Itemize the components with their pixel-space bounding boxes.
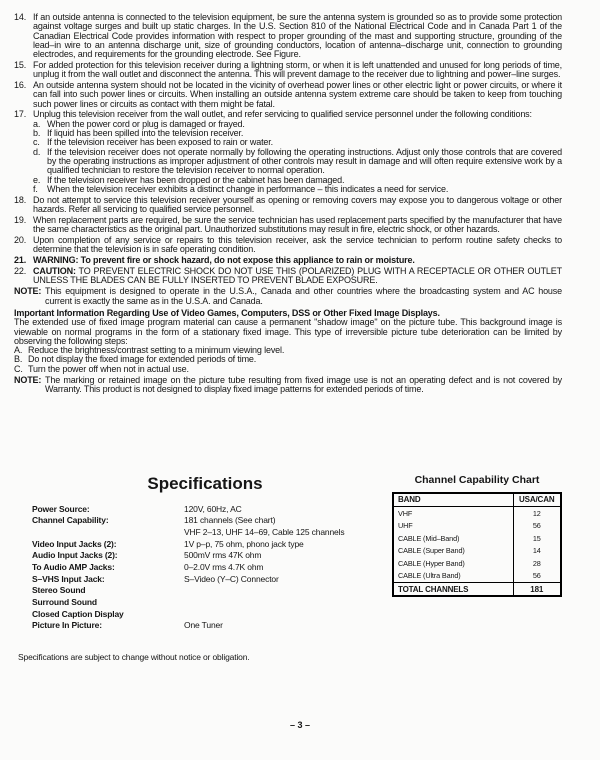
total-label: TOTAL CHANNELS <box>393 583 513 597</box>
item-number: 17. <box>14 109 27 120</box>
step-text: Reduce the brightness/contrast setting to a minimum viewing level. <box>28 345 285 356</box>
item-text <box>33 110 562 194</box>
sub-item-letter: f. <box>33 183 38 194</box>
spec-row <box>32 563 378 573</box>
spec-value <box>184 598 378 608</box>
important-body: The extended use of fixed image program material can cause a permanent "shadow image" on the picture tube. This background image is viewable on normal programs in the form of a stationary fixed image. This type of irreversible picture tube deterioration can be limited by observing the following steps: <box>14 317 562 346</box>
note-text: This equipment is designed to operate in the U.S.A., Canada and other countries where the broadcasting system and AC house current is exactly the same as in the U.S.A. and Canada. <box>45 286 562 306</box>
item-number: 15. <box>14 59 27 70</box>
item-intro: Unplug this television receiver from the wall outlet, and refer servicing to qualified service personnel under the following conditions: <box>33 109 532 120</box>
note-retained-image <box>14 376 562 395</box>
note-label: NOTE: <box>14 374 42 385</box>
item-text: When replacement parts are required, be sure the service technician has used replacement parts specified by the manufacturer that have the same characteristics as the original part. Unauthorized substitutions may result in fire, electric shock, or other hazards. <box>33 214 562 235</box>
spec-value: VHF 2–13, UHF 14–69, Cable 125 channels <box>184 526 345 537</box>
spec-value: S–Video (Y–C) Connector <box>184 573 279 584</box>
table-row <box>393 545 561 558</box>
header-usa-can: USA/CAN <box>513 493 561 507</box>
caution-label: CAUTION: <box>33 265 76 276</box>
table-row <box>393 507 561 520</box>
spec-row <box>32 598 378 608</box>
item-text: If an outside antenna is connected to the television equipment, be sure the antenna system is grounded so as to provide some protection against voltage surges and built up static charges. In the U.S. Section 810 of the National Electrical Code and in Canada Part 1 of the Canadian Electrical Code provides information with respect to proper grounding of the mast and supporting structure, grounding of the lead–in wire to an antenna discharge unit, size of grounding conductors, location of antenna–discharge unit, connection to grounding electrodes, and requirements for the grounding electrode. See Figure. <box>33 12 562 60</box>
sub-item-text: If the television receiver does not operate normally by following the operating instructions. Adjust only those controls that are covered by the operating instructions as improper adjustment of other controls may result in damage and will often require extensive work by a qualified technician to restore the television receiver to normal operation. <box>47 146 562 176</box>
band-cell: CABLE (Ultra Band) <box>398 571 461 581</box>
list-item-18 <box>14 196 562 215</box>
spec-label: Channel Capability: <box>32 515 109 526</box>
specifications-footnote: Specifications are subject to change without notice or obligation. <box>18 652 250 663</box>
spec-row <box>32 505 378 515</box>
page-number: – 3 – <box>289 719 311 730</box>
spec-label: Picture In Picture: <box>32 620 102 631</box>
sub-item-text: When the power cord or plug is damaged or frayed. <box>47 118 245 129</box>
spec-value <box>184 610 378 620</box>
band-cell: UHF <box>398 521 413 531</box>
specifications-section <box>14 475 562 634</box>
band-cell: CABLE (Mid–Band) <box>398 533 460 543</box>
list-item-16 <box>14 81 562 109</box>
count-cell: 28 <box>513 557 561 570</box>
spec-row <box>32 551 378 561</box>
band-cell: CABLE (Super Band) <box>398 546 465 556</box>
item-number: 18. <box>14 194 27 205</box>
table-row <box>393 557 561 570</box>
sub-item-letter: d. <box>33 146 41 157</box>
list-item-19 <box>14 216 562 235</box>
table-row <box>393 532 561 545</box>
spec-row <box>32 610 378 620</box>
safety-list <box>14 13 562 285</box>
channel-chart-title: Channel Capability Chart <box>414 473 540 486</box>
spec-value <box>184 586 378 596</box>
table-header <box>393 493 561 507</box>
important-heading: Important Information Regarding Use of Video Games, Computers, DSS or Other Fixed Image Displays. <box>14 307 440 318</box>
step-text: Do not display the fixed image for extended periods of time. <box>28 354 257 365</box>
channel-capability-table <box>392 492 562 598</box>
note-label: NOTE: <box>14 286 42 297</box>
item-text: An outside antenna system should not be located in the vicinity of overhead power lines or other electric light or power circuits, or where it can fall into such power lines or circuits. When installing an outside antenna system extreme care should be taken to keep from touching such power lines or circuits as contact with them might be fatal. <box>33 80 562 109</box>
item-text: Do not attempt to service this television receiver yourself as opening or removing covers may expose you to dangerous voltage or other hazards. Refer all servicing to qualified service personnel. <box>33 194 562 214</box>
item-number: 14. <box>14 12 27 22</box>
count-cell: 56 <box>513 570 561 583</box>
spec-label: Closed Caption Display <box>32 608 124 619</box>
item-text: Upon completion of any service or repairs to this television receiver, ask the service technician to perform routine safety checks to determine that the television is in safe operating condition. <box>33 234 562 255</box>
spec-value: 0–2.0V rms 4.7K ohm <box>184 562 264 573</box>
sub-item-text: If the television receiver has been dropped or the cabinet has been damaged. <box>47 174 345 185</box>
header-band: BAND <box>393 493 513 507</box>
list-item-21-warning <box>14 256 562 265</box>
sub-item <box>33 185 562 194</box>
step-letter: A. <box>14 345 23 356</box>
count-cell: 12 <box>513 507 561 520</box>
list-item-17 <box>14 110 562 194</box>
specifications-title: Specifications <box>147 473 263 493</box>
item-number: 19. <box>14 214 27 225</box>
step-list <box>14 346 562 374</box>
table-body <box>393 507 561 583</box>
step-letter: B. <box>14 354 23 365</box>
sub-item-letter: a. <box>33 118 41 129</box>
step-item <box>14 365 562 374</box>
item-text <box>33 267 562 286</box>
spec-label: To Audio AMP Jacks: <box>32 562 115 573</box>
channel-chart-column <box>392 475 562 634</box>
spec-label: Audio Input Jacks (2): <box>32 550 118 561</box>
step-letter: C. <box>14 363 23 374</box>
table-row <box>393 520 561 533</box>
band-cell: VHF <box>398 508 413 518</box>
count-cell: 14 <box>513 545 561 558</box>
spec-row <box>32 575 378 585</box>
spec-label: Stereo Sound <box>32 585 86 596</box>
table-row <box>393 570 561 583</box>
spec-value: 1V p–p, 75 ohm, phono jack type <box>184 538 304 549</box>
spec-label: S–VHS Input Jack: <box>32 573 105 584</box>
sub-item-text: If the television receiver has been exposed to rain or water. <box>47 137 273 148</box>
band-cell: CABLE (Hyper Band) <box>398 558 465 568</box>
item-number: 20. <box>14 234 27 245</box>
total-row <box>393 583 561 597</box>
spec-label <box>32 528 184 538</box>
spec-row <box>32 540 378 550</box>
spec-value: 181 channels (See chart) <box>184 515 276 526</box>
spec-value: One Tuner <box>184 620 223 631</box>
count-cell: 15 <box>513 532 561 545</box>
sub-item-letter: c. <box>33 137 40 148</box>
sub-item <box>33 148 562 176</box>
spec-label: Power Source: <box>32 503 90 514</box>
note-text: The marking or retained image on the picture tube resulting from fixed image use is not an operating defect and is not covered by Warranty. This product is not designed to display fixed image patterns for extended periods of time. <box>45 374 562 395</box>
total-value: 181 <box>513 583 561 597</box>
spec-row <box>32 528 378 538</box>
specifications-list <box>32 505 378 631</box>
list-item-22-caution <box>14 267 562 286</box>
note-broadcast-system <box>14 287 562 306</box>
item-number: 22. <box>14 265 27 276</box>
item-text: WARNING: To prevent fire or shock hazard, do not expose this appliance to rain or moisture. <box>33 254 415 265</box>
spec-label: Surround Sound <box>32 597 97 608</box>
sub-item-text: If liquid has been spilled into the television receiver. <box>47 128 244 139</box>
sub-item-text: When the television receiver exhibits a distinct change in performance – this indicates a need for service. <box>47 183 449 194</box>
count-cell: 56 <box>513 520 561 533</box>
sub-item-letter: b. <box>33 128 41 139</box>
list-item-14 <box>14 13 562 59</box>
list-item-15 <box>14 61 562 80</box>
caution-text: TO PREVENT ELECTRIC SHOCK DO NOT USE THIS (POLARIZED) PLUG WITH A RECEPTACLE OR OTHER OUTLET UNLESS THE BLADES CAN BE FULLY INSERTED TO PREVENT BLADE EXPOSURE. <box>33 265 562 286</box>
list-item-20 <box>14 236 562 255</box>
spec-value: 120V, 60Hz, AC <box>184 503 242 514</box>
item-text: For added protection for this television receiver during a lightning storm, or when it is left unattended and unused for long periods of time, unplug it from the wall outlet and disconnect the antenna. This will prevent damage to the receiver due to lightning and power–line surges. <box>33 59 562 80</box>
spec-row <box>32 516 378 526</box>
sub-item-list <box>33 120 562 194</box>
item-number: 21. <box>14 254 27 265</box>
spec-row <box>32 621 378 631</box>
spec-value: 500mV rms 47K ohm <box>184 550 262 561</box>
spec-row <box>32 586 378 596</box>
sub-item-letter: e. <box>33 174 41 185</box>
spec-label: Video Input Jacks (2): <box>32 538 117 549</box>
step-text: Turn the power off when not in actual use. <box>28 363 189 374</box>
specifications-column <box>14 475 392 634</box>
item-number: 16. <box>14 80 27 91</box>
